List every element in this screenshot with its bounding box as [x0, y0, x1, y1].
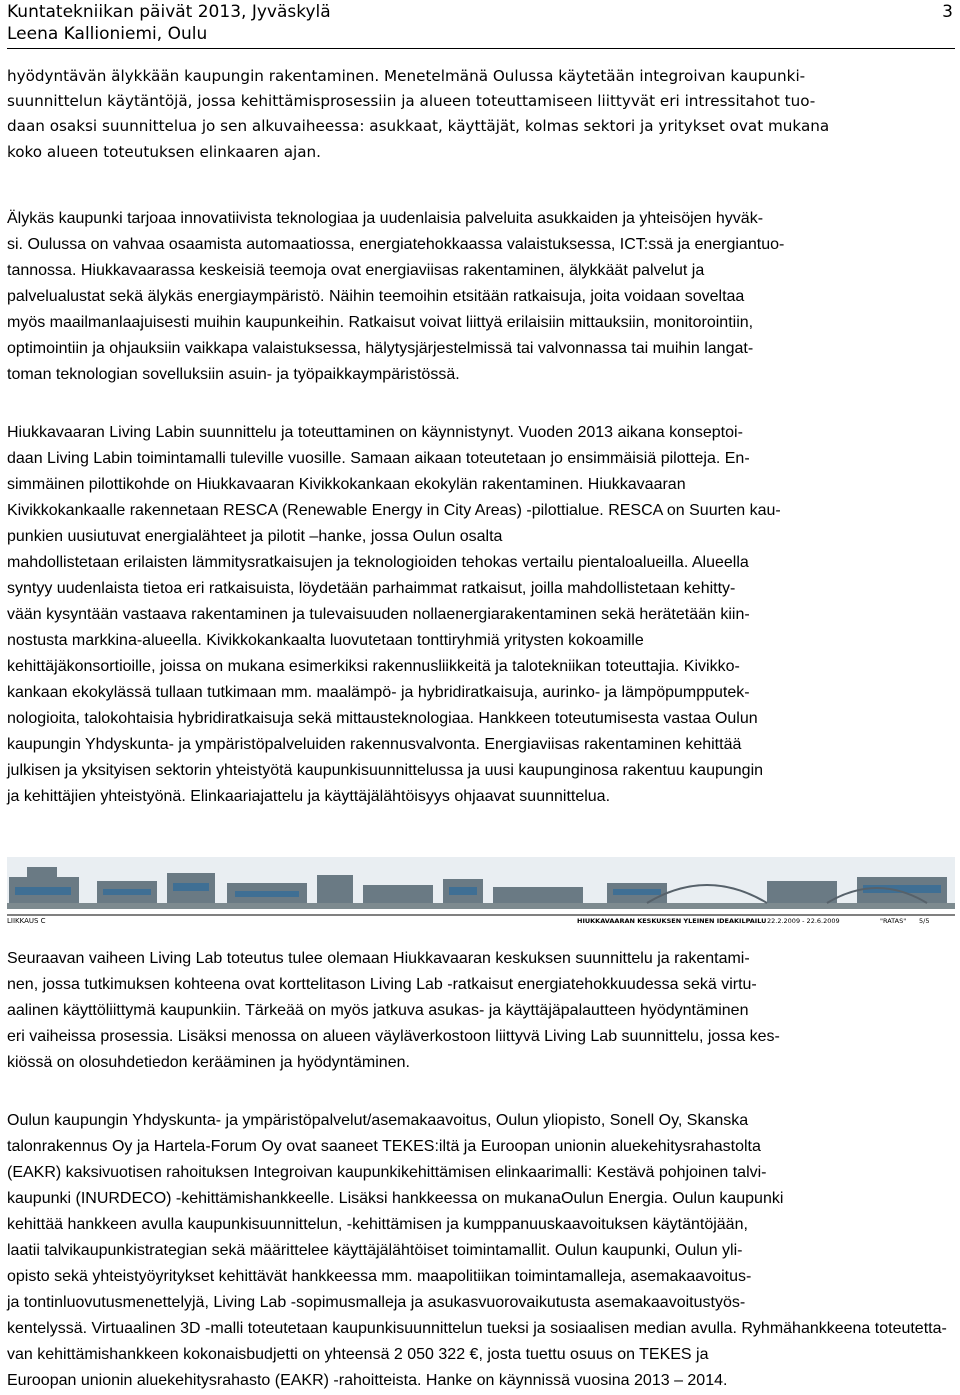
paragraph-line: tannossa. Hiukkavaarassa keskeisiä teemoja ovat energiaviisas rakentaminen, älykkäät palvelut ja	[7, 262, 705, 279]
paragraph-line: si. Oulussa on vahvaa osaamista automaatiossa, energiatehokkaassa valaistuksessa, ICT:ssä ja energiantuo-	[7, 236, 785, 253]
paragraph-line: koko alueen toteutuksen elinkaaren ajan.	[7, 142, 322, 161]
figure-left-caption: LIIKKAUS C	[7, 917, 46, 925]
paragraph-line: hyödyntävän älykkään kaupungin rakentaminen. Menetelmänä Oulussa käytetään integroivan kaupunki-	[7, 67, 806, 85]
paragraph-line: opisto sekä yhteistyöyritykset kehittävät hankkeessa mm. maapolitiikan toimintamalleja, asemakaavoitus-	[7, 1268, 752, 1285]
paragraph-line: suunnittelun käytäntöjä, jossa kehittämisprosessiin ja alueen toteuttamiseen liittyvät eri intressitahot tuo-	[7, 92, 816, 111]
architectural-panorama-figure	[7, 857, 955, 927]
paragraph-line: mahdollistetaan erilaisten lämmitysratkaisujen ja teknologioiden tehokas vertailu pientaloalueilla. Alueella	[7, 554, 749, 571]
page-number: 3	[942, 2, 953, 22]
paragraph-line: syntyy uudenlaista tietoa eri ratkaisuista, löydetään parhaimmat ratkaisut, joilla mahdollistetaan kehitty-	[7, 580, 736, 597]
paragraph-line: kentelyssä. Virtuaalinen 3D -malli toteutetaan kaupunkisuunnittelun tueksi ja sosiaalisen median avulla. Ryhmähankkeena toteutetta-	[7, 1320, 947, 1337]
paragraph-line: talonrakennus Oy ja Hartela-Forum Oy ovat saaneet TEKES:iltä ja Euroopan unionin aluekehitysrahastolta	[7, 1138, 761, 1155]
paragraph-2	[7, 206, 955, 388]
paragraph-line: nostusta markkina-alueella. Kivikkokankaalta luovutetaan tonttiryhmiä yritysten kokoamille	[7, 632, 644, 649]
page-header	[7, 0, 955, 49]
paragraph-line: vään kysyntään vastaava rakentaminen ja tulevaisuuden nollaenergiarakentaminen sekä herätetään kiin-	[7, 606, 750, 623]
paragraph-line: kaupungin Yhdyskunta- ja ympäristöpalveluiden rakennusvalvonta. Energiaviisas rakentaminen kehittää	[7, 736, 742, 753]
paragraph-line: optimointiin ja ohjauksiin vaikkapa valaistuksessa, hälytysjärjestelmissä tai valvonnassa tai muihin langat-	[7, 340, 754, 357]
paragraph-line: kiössä on olosuhdetiedon kerääminen ja hyödyntäminen.	[7, 1054, 410, 1071]
paragraph-3	[7, 420, 955, 810]
paragraph-line: Seuraavan vaiheen Living Lab toteutus tulee olemaan Hiukkavaaran keskuksen suunnittelu ja rakentami-	[7, 950, 750, 967]
paragraph-5	[7, 1108, 955, 1394]
paragraph-line: ja kehittäjien yhteistyönä. Elinkaariajattelu ja käyttäjälähtöisyys ohjaavat suunnittelua.	[7, 788, 611, 805]
paragraph-line: kaupunki (INURDECO) -kehittämishankkeelle. Lisäksi hankkeessa on mukanaOulun Energia. Oulun kaupunki	[7, 1190, 784, 1207]
paragraph-line: Älykäs kaupunki tarjoaa innovatiivista teknologiaa ja uudenlaisia palveluita asukkaiden ja yhteisöjen hyväk-	[7, 210, 764, 227]
figure-name-caption: "RATAS"	[880, 917, 907, 925]
paragraph-1	[7, 64, 955, 165]
figure-date-caption: 22.2.2009 - 22.6.2009	[767, 917, 840, 925]
paragraph-line: Oulun kaupungin Yhdyskunta- ja ympäristöpalvelut/asemakaavoitus, Oulun yliopisto, Sonell Oy, Skanska	[7, 1112, 749, 1129]
paragraph-line: kehittää hankkeen avulla kaupunkisuunnittelun, -kehittämisen ja kumppanuuskaavoituksen käytäntöjään,	[7, 1216, 748, 1233]
paragraph-line: van kehittämishankkeen kokonaisbudjetti on yhteensä 2 050 322 €, josta tuettu osuus on TEKES ja	[7, 1346, 709, 1363]
paragraph-line: Kivikkokankaalle rakennetaan RESCA (Renewable Energy in City Areas) -pilottialue. RESCA on Suurten kau-	[7, 502, 781, 519]
paragraph-line: simmäinen pilottikohde on Hiukkavaaran Kivikkokankaan ekokylän rakentaminen. Hiukkavaaran	[7, 476, 686, 493]
paragraph-line: julkisen ja yksityisen sektorin yhteistyötä kaupunkisuunnittelussa ja uusi kaupunginosa rakentuu kaupungin	[7, 762, 764, 779]
header-author: Leena Kallioniemi, Oulu	[7, 24, 208, 44]
paragraph-line: palvelualustat sekä älykäs energiaympäristö. Näihin teemoihin etsitään ratkaisuja, joita voidaan soveltaa	[7, 288, 745, 305]
paragraph-line: nologioita, talokohtaisia hybridiratkaisuja sekä mittausteknologiaa. Hankkeen toteutumisesta vastaa Oulun	[7, 710, 758, 727]
paragraph-line: myös maailmanlaajuisesti muihin kaupunkeihin. Ratkaisut voivat liittyä erilaisiin mittauksiin, monitorointiin,	[7, 314, 754, 331]
figure-title-caption: HIUKKAVAARAN KESKUKSEN YLEINEN IDEAKILPAILU	[577, 917, 767, 925]
paragraph-line: ja tontinluovutusmenettelyjä, Living Lab -sopimusmalleja ja asukasvuorovaikutusta asemakaavoitustyös-	[7, 1294, 746, 1311]
paragraph-line: (EAKR) kaksivuotisen rahoituksen Integroivan kaupunkikehittämisen elinkaarimalli: Kestävä pohjoinen talvi-	[7, 1164, 767, 1181]
paragraph-line: punkien uusiutuvat energialähteet ja pilotit –hanke, jossa Oulun osalta	[7, 528, 503, 545]
paragraph-line: Euroopan unionin aluekehitysrahasto (EAKR) -rahoitteista. Hanke on käynnissä vuosina 2013 – 2014.	[7, 1372, 728, 1389]
paragraph-line: daan osaksi suunnittelua jo sen alkuvaiheessa: asukkaat, käyttäjät, kolmas sektori ja yritykset ovat mukana	[7, 117, 830, 136]
paragraph-line: toman teknologian sovelluksiin asuin- ja työpaikkaympäristössä.	[7, 366, 460, 383]
figure-sheet-caption: 5/5	[919, 917, 930, 925]
paragraph-line: kehittäjäkonsortioille, joissa on mukana esimerkiksi rakennusliikkeitä ja talotekniikan toteuttajia. Kivikko-	[7, 658, 740, 675]
paragraph-line: laatii talvikaupunkistrategian sekä määrittelee käyttäjälähtöiset toimintamallit. Oulun kaupunki, Oulun yli-	[7, 1242, 743, 1259]
paragraph-4	[7, 946, 955, 1076]
paragraph-line: daan Living Labin toimintamalli tuleville vuosille. Samaan aikaan toteutetaan jo ensimmäisiä pilotteja. En-	[7, 450, 750, 467]
paragraph-line: kankaan ekokylässä tullaan tutkimaan mm. maalämpö- ja hybridiratkaisuja, aurinko- ja lämpöpumpputek-	[7, 684, 750, 701]
paragraph-line: nen, jossa tutkimuksen kohteena ovat korttelitason Living Lab -ratkaisut energiatehokkuudessa sekä virtu-	[7, 976, 757, 993]
paragraph-line: eri vaiheissa prosessia. Lisäksi menossa on alueen väyläverkostoon liittyvä Living Lab suunnittelu, jossa kes-	[7, 1028, 780, 1045]
paragraph-line: aalinen käyttöliittymä kaupunkiin. Tärkeää on myös jatkuva asukas- ja käyttäjäpalautteen hyödyntäminen	[7, 1002, 749, 1019]
header-conference: Kuntatekniikan päivät 2013, Jyväskylä	[7, 2, 331, 22]
paragraph-line: Hiukkavaaran Living Labin suunnittelu ja toteuttaminen on käynnistynyt. Vuoden 2013 aikana konseptoi-	[7, 424, 743, 441]
